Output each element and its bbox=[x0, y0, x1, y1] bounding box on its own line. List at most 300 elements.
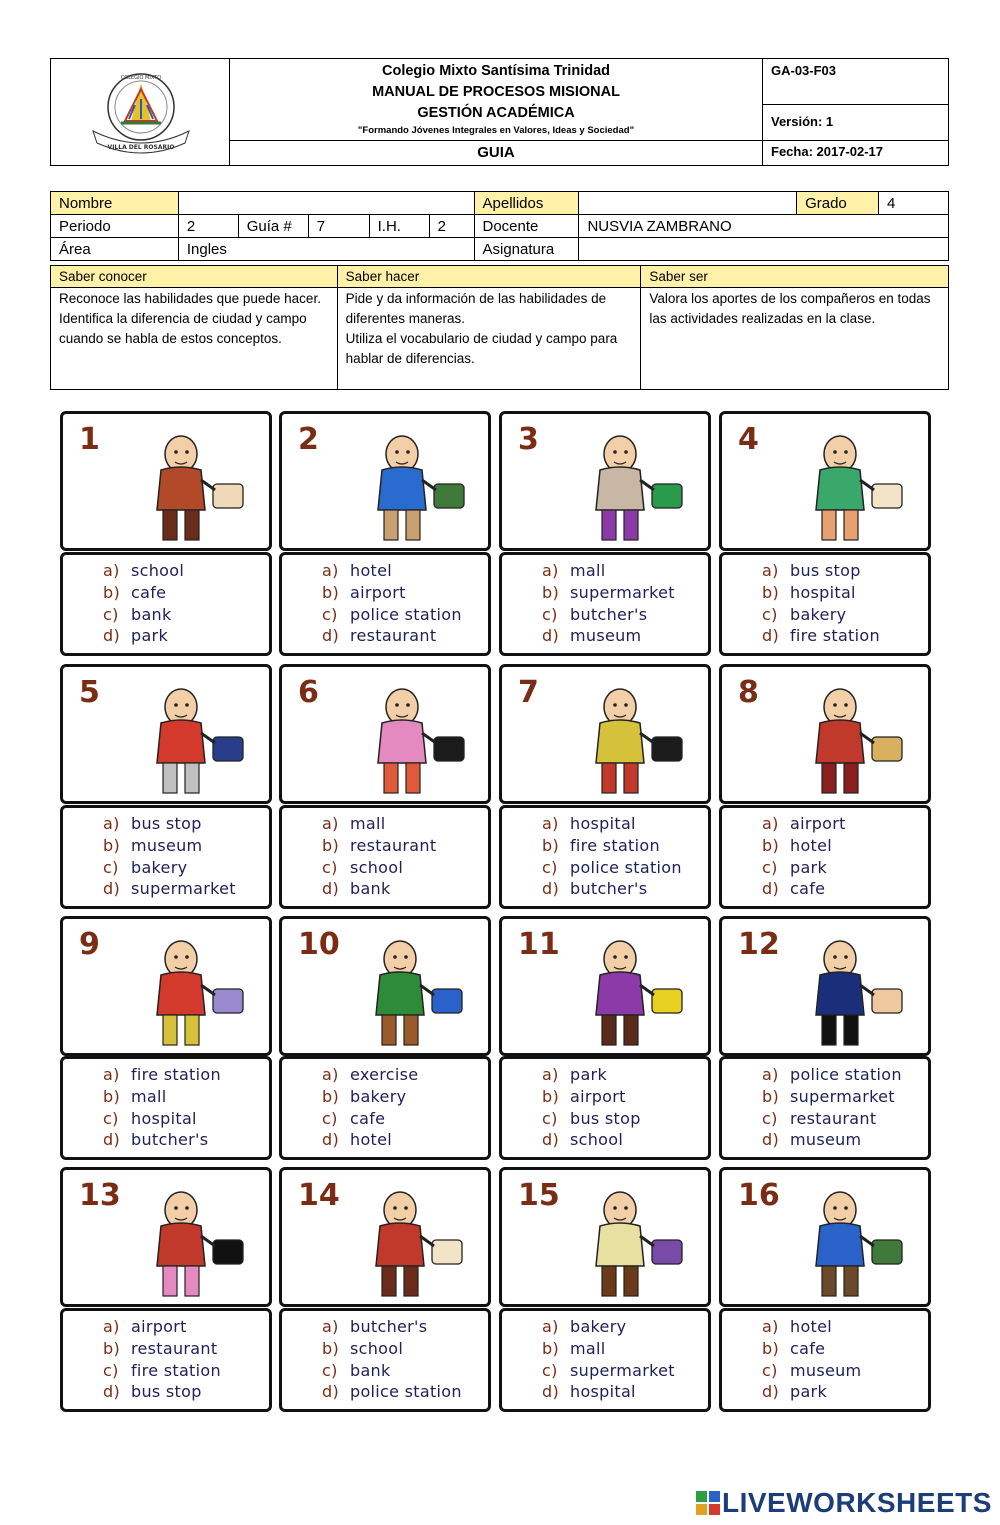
shopping-girl-icon bbox=[63, 919, 269, 1053]
question-number: 10 bbox=[298, 927, 340, 962]
butcher-icon bbox=[282, 1170, 488, 1304]
question-picture bbox=[719, 1167, 931, 1307]
question-number: 12 bbox=[738, 927, 780, 962]
answer-option[interactable] bbox=[542, 857, 708, 879]
answer-option[interactable] bbox=[322, 835, 488, 857]
answer-option[interactable] bbox=[103, 1338, 269, 1360]
hacer-line: Pide y da información de las habilidades de diferentes maneras. bbox=[345, 291, 607, 326]
document-version: Versión: 1 bbox=[763, 105, 948, 141]
option-letter: a) bbox=[542, 1317, 559, 1336]
question-options bbox=[499, 1308, 711, 1412]
question-options bbox=[279, 1056, 491, 1160]
answer-option[interactable] bbox=[542, 582, 708, 604]
document-date: Fecha: 2017-02-17 bbox=[771, 144, 884, 159]
option-letter: c) bbox=[103, 604, 119, 624]
option-letter: a) bbox=[762, 1317, 779, 1336]
question-options bbox=[719, 805, 931, 909]
answer-option[interactable] bbox=[762, 835, 928, 857]
answer-option[interactable] bbox=[542, 813, 708, 835]
answer-option[interactable] bbox=[542, 1316, 708, 1338]
option-letter: b) bbox=[542, 582, 559, 602]
answer-option[interactable] bbox=[103, 813, 269, 835]
question-number: 7 bbox=[518, 675, 539, 710]
saber-hacer-text bbox=[337, 288, 641, 390]
answer-option[interactable] bbox=[542, 1360, 708, 1382]
bus-stop-icon bbox=[502, 919, 708, 1053]
option-text: police station bbox=[350, 604, 462, 624]
teacher-icon bbox=[282, 667, 488, 801]
option-letter: c) bbox=[322, 857, 338, 877]
answer-option[interactable] bbox=[103, 1360, 269, 1382]
answer-option[interactable] bbox=[542, 1129, 708, 1151]
ser-line: Valora los aportes de los compañeros en todas las actividades realizadas en la clase. bbox=[649, 291, 931, 326]
answer-option[interactable] bbox=[542, 1381, 708, 1403]
option-letter: b) bbox=[103, 1338, 120, 1358]
option-text: bus stop bbox=[790, 561, 861, 580]
answer-option[interactable] bbox=[762, 625, 928, 647]
answer-option[interactable] bbox=[762, 1338, 928, 1360]
option-text: butcher's bbox=[570, 879, 648, 899]
option-text: hospital bbox=[570, 1382, 636, 1402]
question-picture bbox=[279, 1167, 491, 1307]
answer-option[interactable] bbox=[762, 582, 928, 604]
option-letter: d) bbox=[762, 626, 779, 646]
grado-value: 4 bbox=[879, 192, 949, 215]
school-crest-icon bbox=[51, 59, 230, 165]
option-letter: d) bbox=[322, 1382, 339, 1402]
conocer-line: Identifica la diferencia de ciudad y campo cuando se habla de estos conceptos. bbox=[59, 311, 307, 346]
option-text: butcher's bbox=[131, 1130, 209, 1150]
baker-icon bbox=[502, 1170, 708, 1304]
option-letter: b) bbox=[762, 835, 779, 855]
question-picture bbox=[719, 916, 931, 1056]
question-options bbox=[279, 805, 491, 909]
option-letter: b) bbox=[103, 1086, 120, 1106]
option-text: airport bbox=[570, 1086, 626, 1106]
question-picture bbox=[60, 1167, 272, 1307]
option-text: butcher's bbox=[570, 604, 648, 624]
option-text: cafe bbox=[131, 582, 167, 602]
option-letter: d) bbox=[542, 626, 559, 646]
answer-option[interactable] bbox=[103, 1064, 269, 1086]
option-letter: d) bbox=[103, 626, 120, 646]
liveworksheets-logo bbox=[696, 1487, 992, 1519]
question-options bbox=[719, 552, 931, 656]
option-text: bakery bbox=[350, 1086, 407, 1106]
answer-option[interactable] bbox=[762, 1360, 928, 1382]
answer-option[interactable] bbox=[103, 625, 269, 647]
answer-option[interactable] bbox=[542, 835, 708, 857]
answer-option[interactable] bbox=[322, 1316, 488, 1338]
option-text: park bbox=[131, 626, 169, 646]
option-text: fire station bbox=[790, 626, 880, 646]
answer-option[interactable] bbox=[762, 560, 928, 582]
answer-option[interactable] bbox=[322, 560, 488, 582]
option-letter: a) bbox=[103, 1317, 120, 1336]
manual-title: MANUAL DE PROCESOS MISIONAL bbox=[372, 84, 620, 100]
answer-option[interactable] bbox=[762, 857, 928, 879]
answer-option[interactable] bbox=[103, 835, 269, 857]
question-picture bbox=[279, 664, 491, 804]
liveworksheets-mark-icon bbox=[696, 1491, 720, 1515]
option-text: bakery bbox=[790, 604, 847, 624]
question-number: 11 bbox=[518, 927, 560, 962]
option-text: mall bbox=[350, 814, 386, 833]
answer-option[interactable] bbox=[322, 582, 488, 604]
bellhop-icon bbox=[722, 667, 928, 801]
answer-option[interactable] bbox=[762, 1064, 928, 1086]
option-text: bakery bbox=[570, 1317, 627, 1336]
option-letter: c) bbox=[322, 1360, 338, 1380]
answer-option[interactable] bbox=[103, 560, 269, 582]
question-picture bbox=[60, 916, 272, 1056]
option-letter: a) bbox=[762, 561, 779, 580]
option-letter: c) bbox=[103, 857, 119, 877]
saber-ser-label: Saber ser bbox=[641, 266, 949, 288]
answer-option[interactable] bbox=[103, 1381, 269, 1403]
saber-ser-text bbox=[641, 288, 949, 390]
answer-option[interactable] bbox=[322, 857, 488, 879]
option-text: hospital bbox=[570, 814, 636, 833]
option-text: exercise bbox=[350, 1065, 419, 1084]
option-letter: c) bbox=[762, 857, 778, 877]
answer-option[interactable] bbox=[103, 582, 269, 604]
question-options bbox=[719, 1056, 931, 1160]
option-letter: c) bbox=[322, 604, 338, 624]
nombre-label: Nombre bbox=[51, 192, 179, 215]
answer-option[interactable] bbox=[322, 878, 488, 900]
answer-option[interactable] bbox=[542, 604, 708, 626]
question-picture bbox=[60, 411, 272, 551]
area-value: Ingles bbox=[178, 238, 474, 261]
option-letter: b) bbox=[542, 835, 559, 855]
answer-option[interactable] bbox=[103, 857, 269, 879]
option-letter: a) bbox=[762, 1065, 779, 1084]
option-letter: c) bbox=[762, 604, 778, 624]
option-letter: d) bbox=[762, 1130, 779, 1150]
option-letter: d) bbox=[103, 879, 120, 899]
option-letter: a) bbox=[322, 814, 339, 833]
option-text: fire station bbox=[131, 1065, 221, 1084]
question-options bbox=[279, 1308, 491, 1412]
option-text: restaurant bbox=[350, 626, 437, 646]
answer-option[interactable] bbox=[322, 1338, 488, 1360]
waiter-icon bbox=[63, 1170, 269, 1304]
question-number: 8 bbox=[738, 675, 759, 710]
option-text: cafe bbox=[790, 1338, 826, 1358]
answer-option[interactable] bbox=[542, 560, 708, 582]
option-letter: c) bbox=[542, 857, 558, 877]
option-text: mall bbox=[131, 1086, 167, 1106]
asignatura-label: Asignatura bbox=[474, 238, 579, 261]
answer-option[interactable] bbox=[322, 1381, 488, 1403]
option-letter: d) bbox=[103, 1130, 120, 1150]
option-text: bank bbox=[131, 604, 172, 624]
svg-text:VILLA DEL ROSARIO: VILLA DEL ROSARIO bbox=[107, 144, 175, 151]
answer-option[interactable] bbox=[322, 1129, 488, 1151]
option-text: restaurant bbox=[350, 835, 437, 855]
apellidos-field[interactable] bbox=[579, 192, 797, 215]
question-picture bbox=[499, 1167, 711, 1307]
school-name: Colegio Mixto Santísima Trinidad bbox=[382, 63, 610, 79]
question-options bbox=[279, 552, 491, 656]
pilot-icon bbox=[282, 414, 488, 548]
option-text: bus stop bbox=[570, 1108, 641, 1128]
question-picture bbox=[279, 411, 491, 551]
option-text: supermarket bbox=[790, 1086, 895, 1106]
nombre-field[interactable] bbox=[178, 192, 474, 215]
guia-label: Guía # bbox=[238, 215, 308, 238]
cafe-customer-icon bbox=[282, 919, 488, 1053]
option-text: butcher's bbox=[350, 1317, 428, 1336]
doctor-icon bbox=[722, 414, 928, 548]
option-letter: b) bbox=[762, 582, 779, 602]
option-letter: c) bbox=[103, 1108, 119, 1128]
document-header bbox=[50, 58, 949, 166]
question-options bbox=[719, 1308, 931, 1412]
docente-label: Docente bbox=[474, 215, 579, 238]
option-letter: a) bbox=[322, 1317, 339, 1336]
option-letter: a) bbox=[542, 1065, 559, 1084]
option-text: museum bbox=[570, 626, 642, 646]
document-type: GUIA bbox=[477, 144, 515, 161]
question-picture bbox=[60, 664, 272, 804]
option-letter: b) bbox=[322, 582, 339, 602]
option-letter: c) bbox=[542, 604, 558, 624]
option-text: school bbox=[350, 1338, 404, 1358]
question-options bbox=[499, 805, 711, 909]
option-letter: a) bbox=[762, 814, 779, 833]
answer-option[interactable] bbox=[542, 878, 708, 900]
answer-option[interactable] bbox=[103, 878, 269, 900]
hacer-line: Utiliza el vocabulario de ciudad y campo para hablar de diferencias. bbox=[345, 331, 618, 366]
ih-value: 2 bbox=[429, 215, 474, 238]
question-number: 2 bbox=[298, 422, 319, 457]
option-letter: a) bbox=[103, 1065, 120, 1084]
answer-option[interactable] bbox=[542, 1108, 708, 1130]
area-label: Área bbox=[51, 238, 179, 261]
option-letter: b) bbox=[762, 1086, 779, 1106]
question-number: 1 bbox=[79, 422, 100, 457]
svg-text:COLEGIO MIXTO: COLEGIO MIXTO bbox=[120, 75, 162, 81]
park-sleeper-icon bbox=[722, 1170, 928, 1304]
periodo-label: Periodo bbox=[51, 215, 179, 238]
option-text: hospital bbox=[131, 1108, 197, 1128]
answer-option[interactable] bbox=[103, 1108, 269, 1130]
question-number: 14 bbox=[298, 1178, 340, 1213]
question-options bbox=[499, 552, 711, 656]
header-meta bbox=[763, 59, 948, 165]
option-text: museum bbox=[790, 1130, 862, 1150]
document-code: GA-03-F03 bbox=[763, 59, 948, 105]
answer-option[interactable] bbox=[762, 1316, 928, 1338]
answer-option[interactable] bbox=[762, 1129, 928, 1151]
museum-visitor-icon bbox=[502, 414, 708, 548]
option-text: bakery bbox=[131, 857, 188, 877]
answer-option[interactable] bbox=[103, 604, 269, 626]
option-text: hospital bbox=[790, 582, 856, 602]
option-text: hotel bbox=[350, 561, 392, 580]
option-text: supermarket bbox=[131, 879, 236, 899]
answer-option[interactable] bbox=[762, 813, 928, 835]
option-letter: d) bbox=[542, 879, 559, 899]
header-center bbox=[230, 59, 763, 165]
banker-icon bbox=[63, 414, 269, 548]
option-text: fire station bbox=[570, 835, 660, 855]
brand-text: LIVEWORKSHEETS bbox=[722, 1487, 992, 1518]
option-text: restaurant bbox=[131, 1338, 218, 1358]
option-text: police station bbox=[790, 1065, 902, 1084]
answer-option[interactable] bbox=[322, 625, 488, 647]
saber-hacer-label: Saber hacer bbox=[337, 266, 641, 288]
option-text: museum bbox=[131, 835, 203, 855]
option-text: park bbox=[570, 1065, 608, 1084]
option-letter: b) bbox=[103, 835, 120, 855]
option-letter: a) bbox=[542, 561, 559, 580]
option-letter: c) bbox=[542, 1108, 558, 1128]
question-number: 15 bbox=[518, 1178, 560, 1213]
option-text: mall bbox=[570, 1338, 606, 1358]
student-info-table bbox=[50, 191, 949, 261]
grado-label: Grado bbox=[797, 192, 879, 215]
option-text: school bbox=[350, 857, 404, 877]
answer-option[interactable] bbox=[762, 878, 928, 900]
option-text: restaurant bbox=[790, 1108, 877, 1128]
question-picture bbox=[499, 664, 711, 804]
ih-label: I.H. bbox=[369, 215, 429, 238]
option-letter: d) bbox=[542, 1130, 559, 1150]
option-text: cafe bbox=[350, 1108, 386, 1128]
option-letter: a) bbox=[103, 561, 120, 580]
answer-option[interactable] bbox=[103, 1316, 269, 1338]
answer-option[interactable] bbox=[542, 1086, 708, 1108]
apellidos-label: Apellidos bbox=[474, 192, 579, 215]
firefighter-icon bbox=[502, 667, 708, 801]
option-letter: a) bbox=[103, 814, 120, 833]
question-options bbox=[60, 1308, 272, 1412]
option-letter: c) bbox=[762, 1108, 778, 1128]
option-letter: d) bbox=[322, 626, 339, 646]
answer-option[interactable] bbox=[322, 604, 488, 626]
option-text: school bbox=[131, 561, 185, 580]
answer-option[interactable] bbox=[542, 1064, 708, 1086]
option-letter: c) bbox=[762, 1360, 778, 1380]
option-letter: c) bbox=[322, 1108, 338, 1128]
police-officer-icon bbox=[722, 919, 928, 1053]
docente-value: NUSVIA ZAMBRANO bbox=[579, 215, 949, 238]
question-options bbox=[60, 805, 272, 909]
option-text: airport bbox=[350, 582, 406, 602]
learning-goals-table bbox=[50, 265, 949, 390]
answer-option[interactable] bbox=[103, 1129, 269, 1151]
option-text: supermarket bbox=[570, 1360, 675, 1380]
answer-option[interactable] bbox=[103, 1086, 269, 1108]
option-letter: b) bbox=[322, 835, 339, 855]
question-number: 9 bbox=[79, 927, 100, 962]
conocer-line: Reconoce las habilidades que puede hacer. bbox=[59, 291, 321, 306]
option-letter: d) bbox=[103, 1382, 120, 1402]
option-text: fire station bbox=[131, 1360, 221, 1380]
option-text: park bbox=[790, 1382, 828, 1402]
saber-conocer-text bbox=[51, 288, 338, 390]
option-text: airport bbox=[131, 1317, 187, 1336]
option-text: hotel bbox=[790, 835, 832, 855]
option-text: bus stop bbox=[131, 1382, 202, 1402]
question-options bbox=[60, 1056, 272, 1160]
question-number: 3 bbox=[518, 422, 539, 457]
option-letter: b) bbox=[542, 1338, 559, 1358]
option-letter: b) bbox=[322, 1338, 339, 1358]
option-text: police station bbox=[350, 1382, 462, 1402]
answer-option[interactable] bbox=[762, 1086, 928, 1108]
question-picture bbox=[719, 411, 931, 551]
option-text: cafe bbox=[790, 879, 826, 899]
option-letter: b) bbox=[542, 1086, 559, 1106]
question-picture bbox=[279, 916, 491, 1056]
option-text: mall bbox=[570, 561, 606, 580]
option-text: museum bbox=[790, 1360, 862, 1380]
option-text: bus stop bbox=[131, 814, 202, 833]
school-motto: "Formando Jóvenes Integrales en Valores, Ideas y Sociedad" bbox=[357, 125, 635, 136]
answer-option[interactable] bbox=[542, 1338, 708, 1360]
question-number: 5 bbox=[79, 675, 100, 710]
answer-option[interactable] bbox=[322, 1360, 488, 1382]
option-letter: d) bbox=[762, 1382, 779, 1402]
periodo-value: 2 bbox=[178, 215, 238, 238]
asignatura-field[interactable] bbox=[579, 238, 949, 261]
option-letter: b) bbox=[322, 1086, 339, 1106]
question-number: 4 bbox=[738, 422, 759, 457]
question-picture bbox=[499, 411, 711, 551]
option-letter: b) bbox=[762, 1338, 779, 1358]
answer-option[interactable] bbox=[322, 1086, 488, 1108]
option-letter: a) bbox=[542, 814, 559, 833]
answer-option[interactable] bbox=[762, 604, 928, 626]
option-text: hotel bbox=[350, 1130, 392, 1150]
option-letter: a) bbox=[322, 1065, 339, 1084]
option-letter: d) bbox=[762, 879, 779, 899]
option-letter: d) bbox=[542, 1382, 559, 1402]
option-letter: c) bbox=[103, 1360, 119, 1380]
question-number: 16 bbox=[738, 1178, 780, 1213]
question-number: 13 bbox=[79, 1178, 121, 1213]
option-text: supermarket bbox=[570, 582, 675, 602]
answer-option[interactable] bbox=[762, 1108, 928, 1130]
answer-option[interactable] bbox=[542, 625, 708, 647]
option-text: school bbox=[570, 1130, 624, 1150]
option-text: police station bbox=[570, 857, 682, 877]
school-logo bbox=[51, 59, 230, 165]
option-letter: a) bbox=[322, 561, 339, 580]
shopper-icon bbox=[63, 667, 269, 801]
guia-value: 7 bbox=[308, 215, 369, 238]
option-text: park bbox=[790, 857, 828, 877]
option-letter: c) bbox=[542, 1360, 558, 1380]
option-text: airport bbox=[790, 814, 846, 833]
answer-option[interactable] bbox=[322, 1064, 488, 1086]
question-picture bbox=[499, 916, 711, 1056]
option-text: bank bbox=[350, 1360, 391, 1380]
saber-conocer-label: Saber conocer bbox=[51, 266, 338, 288]
question-options bbox=[60, 552, 272, 656]
answer-option[interactable] bbox=[322, 1108, 488, 1130]
answer-option[interactable] bbox=[762, 1381, 928, 1403]
option-text: bank bbox=[350, 879, 391, 899]
answer-option[interactable] bbox=[322, 813, 488, 835]
option-text: hotel bbox=[790, 1317, 832, 1336]
question-picture bbox=[719, 664, 931, 804]
gestion-title: GESTIÓN ACADÉMICA bbox=[417, 105, 575, 121]
